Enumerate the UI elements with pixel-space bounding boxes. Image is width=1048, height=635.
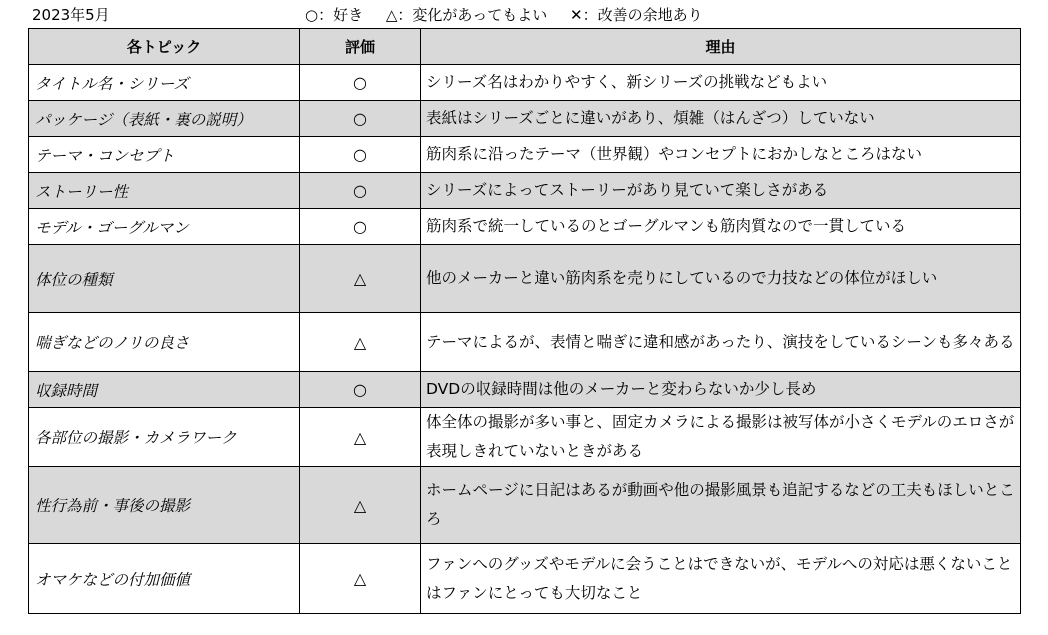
- topic-cell: 喘ぎなどのノリの良さ: [29, 313, 300, 372]
- topic-cell: パッケージ（表紙・裏の説明）: [29, 101, 300, 137]
- topic-cell: 体位の種類: [29, 245, 300, 313]
- topic-cell: ストーリー性: [29, 173, 300, 209]
- legend-like: ○：好き: [305, 6, 364, 24]
- date-label: 2023年5月: [32, 6, 110, 24]
- reason-cell: 体全体の撮影が多い事と、固定カメラによる撮影は被写体が小さくモデルのエロさが表現しきれていないときがある: [421, 408, 1021, 467]
- reason-cell: テーマによるが、表情と喘ぎに違和感があったり、演技をしているシーンも多々ある: [421, 313, 1021, 372]
- column-header-topic: 各トピック: [29, 29, 300, 65]
- reason-cell: 表紙はシリーズごとに違いがあり、煩雑（はんざつ）していない: [421, 101, 1021, 137]
- legend-change-ok: △：変化があってもよい: [385, 6, 548, 24]
- reason-cell: シリーズによってストーリーがあり見ていて楽しさがある: [421, 173, 1021, 209]
- reason-cell: ホームページに日記はあるが動画や他の撮影風景も追記するなどの工夫もほしいところ: [421, 467, 1021, 544]
- topic-cell: モデル・ゴーグルマン: [29, 209, 300, 245]
- table-row: [29, 173, 1021, 209]
- table-row: [29, 372, 1021, 408]
- evaluation-cell: ○: [300, 65, 421, 101]
- evaluation-cell: △: [300, 408, 421, 467]
- topic-cell: オマケなどの付加価値: [29, 544, 300, 614]
- evaluation-cell: ○: [300, 173, 421, 209]
- table-row: [29, 467, 1021, 544]
- column-header-reason: 理由: [421, 29, 1021, 65]
- topic-cell: 収録時間: [29, 372, 300, 408]
- reason-cell: 筋肉系で統一しているのとゴーグルマンも筋肉質なので一貫している: [421, 209, 1021, 245]
- table-row: [29, 101, 1021, 137]
- table-row: [29, 137, 1021, 173]
- reason-cell: DVDの収録時間は他のメーカーと変わらないか少し長め: [421, 372, 1021, 408]
- evaluation-cell: △: [300, 544, 421, 614]
- evaluation-cell: △: [300, 467, 421, 544]
- header-bar: [0, 0, 1048, 28]
- evaluation-cell: △: [300, 245, 421, 313]
- table-row: [29, 245, 1021, 313]
- evaluation-cell: ○: [300, 372, 421, 408]
- topic-cell: タイトル名・シリーズ: [29, 65, 300, 101]
- evaluation-cell: ○: [300, 137, 421, 173]
- table-row: [29, 313, 1021, 372]
- evaluation-cell: △: [300, 313, 421, 372]
- topic-cell: テーマ・コンセプト: [29, 137, 300, 173]
- reason-cell: 他のメーカーと違い筋肉系を売りにしているので力技などの体位がほしい: [421, 245, 1021, 313]
- evaluation-table: [28, 28, 1021, 614]
- table-row: [29, 65, 1021, 101]
- reason-cell: ファンへのグッズやモデルに会うことはできないが、モデルへの対応は悪くないことはファンにとっても大切なこと: [421, 544, 1021, 614]
- evaluation-cell: ○: [300, 209, 421, 245]
- table-row: [29, 408, 1021, 467]
- reason-cell: シリーズ名はわかりやすく、新シリーズの挑戦などもよい: [421, 65, 1021, 101]
- legend: [305, 4, 721, 25]
- topic-cell: 各部位の撮影・カメラワーク: [29, 408, 300, 467]
- column-header-evaluation: 評価: [300, 29, 421, 65]
- evaluation-cell: ○: [300, 101, 421, 137]
- table-header-row: [29, 29, 1021, 65]
- table-row: [29, 544, 1021, 614]
- table-row: [29, 209, 1021, 245]
- topic-cell: 性行為前・事後の撮影: [29, 467, 300, 544]
- legend-needs-improvement: ✕：改善の余地あり: [570, 6, 703, 24]
- reason-cell: 筋肉系に沿ったテーマ（世界観）やコンセプトにおかしなところはない: [421, 137, 1021, 173]
